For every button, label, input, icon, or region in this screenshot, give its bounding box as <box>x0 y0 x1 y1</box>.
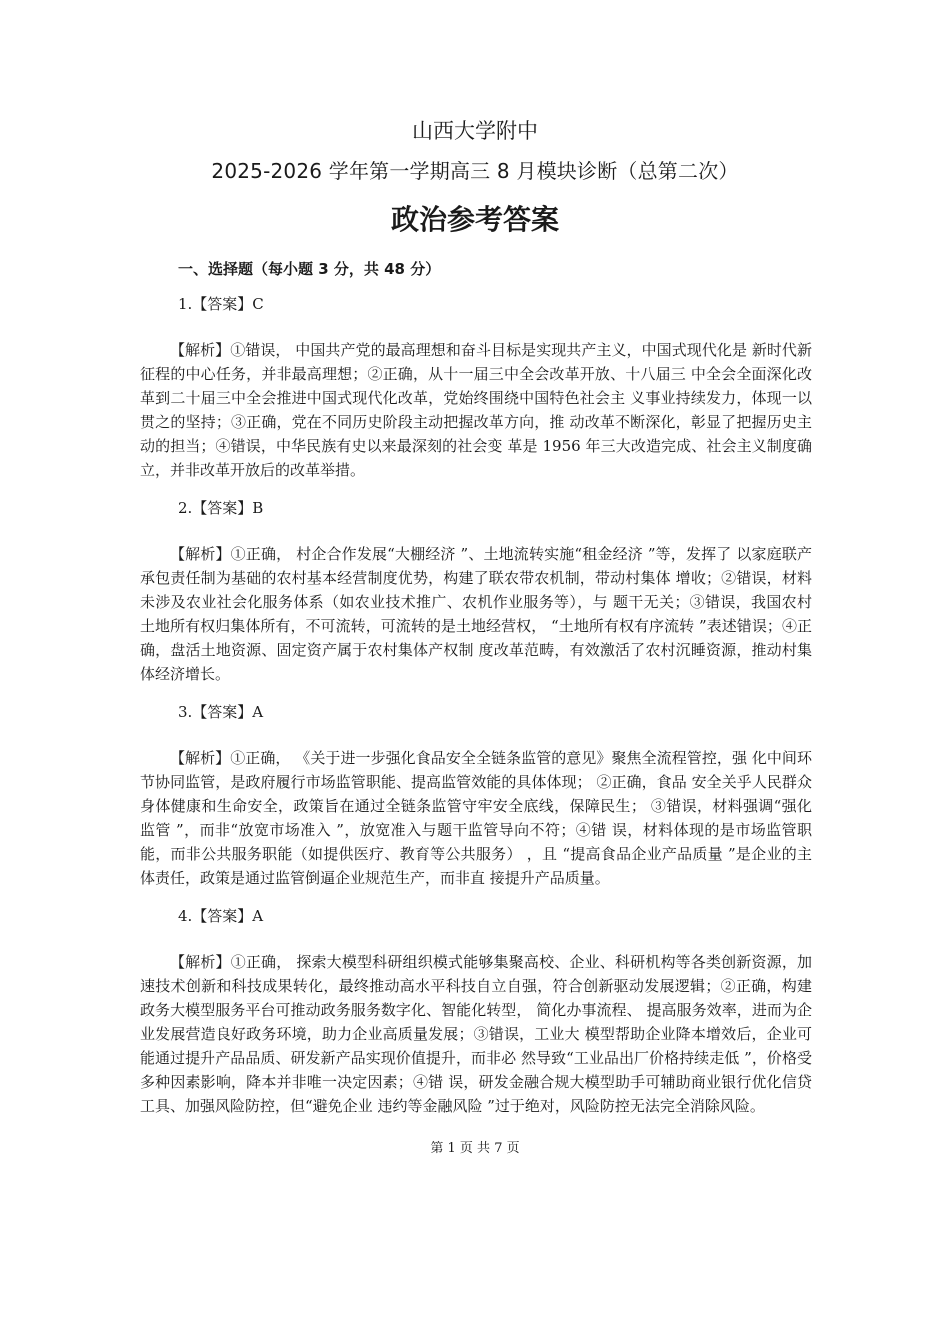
question-block-2 <box>140 496 812 686</box>
answer-content <box>140 292 812 1132</box>
analysis-paragraph: 【解析】①正确， 《关于进一步强化食品安全全链条监管的意见》聚焦全流程管控，强 化中间环节协同监管，是政府履行市场监管职能、提高监管效能的具体体现； ②正确，食品 安全关乎人民群众身体健康和生命安全，政策旨在通过全链条监管守牢安全底线，保障民生； ③错误，材料强调“强化监管 ”，而非“放宽市场准入 ”，放宽准入与题干监管导向不符；④错 误，材料体现的是市场监管职能，而非公共服务职能（如提供医疗、教育等公共服务） ，且 “提高食品企业产品质量 ”是企业的主体责任，政策是通过监管倒逼企业规范生产，而非直 接提升产品质量。 <box>140 749 812 887</box>
page-footer: 第 1 页 共 7 页 <box>430 1141 520 1156</box>
answer-line: 1.【答案】C <box>178 295 264 313</box>
section-heading: 一、选择题（每小题 3 分，共 48 分） <box>178 260 441 278</box>
page-title: 政治参考答案 <box>390 203 559 236</box>
analysis-paragraph: 【解析】①错误， 中国共产党的最高理想和奋斗目标是实现共产主义，中国式现代化是 新时代新征程的中心任务，并非最高理想；②正确，从十一届三中全会改革开放、十八届三 中全会全面深化改革到二十届三中全会推进中国式现代化改革，党始终围绕中国特色社会主 义事业持续发力，体现一以贯之的坚持；③正确，党在不同历史阶段主动把握改革方向，推 动改革不断深化，彰显了把握历史主动的担当；④错误，中华民族有史以来最深刻的社会变 革是 1956 年三大改造完成、社会主义制度确立，并非改革开放后的改革举措。 <box>140 341 812 479</box>
answer-line: 3.【答案】A <box>178 703 264 721</box>
school-name: 山西大学附中 <box>412 119 538 143</box>
question-block-3 <box>140 700 812 890</box>
analysis-paragraph: 【解析】①正确， 探索大模型科研组织模式能够集聚高校、企业、科研机构等各类创新资源，加速技术创新和科技成果转化，最终推动高水平科技自立自强，符合创新驱动发展逻辑；②正确，构建政务大模型服务平台可推动政务服务数字化、智能化转型， 简化办事流程、 提高服务效率，进而为企业发展营造良好政务环境，助力企业高质量发展；③错误，工业大 模型帮助企业降本增效后，企业可能通过提升产品品质、研发新产品实现价值提升，而非必 然导致“工业品出厂价格持续走低 ”，价格受多种因素影响，降本并非唯一决定因素；④错 误，研发金融合规大模型助手可辅助商业银行优化信贷工具、加强风险防控，但“避免企业 违约等金融风险 ”过于绝对，风险防控无法完全消除风险。 <box>140 953 812 1115</box>
analysis-paragraph: 【解析】①正确， 村企合作发展“大棚经济 ”、土地流转实施“租金经济 ”等，发挥了 以家庭联产承包责任制为基础的农村基本经营制度优势，构建了联农带农机制，带动村集体 增收；②错误，材料未涉及农业社会化服务体系（如农业技术推广、农机作业服务等），与 题干无关；③错误，我国农村土地所有权归集体所有，不可流转，可流转的是土地经营权， “土地所有权有序流转 ”表述错误；④正确，盘活土地资源、固定资产属于农村集体产权制 度改革范畴，有效激活了农村沉睡资源，推动村集体经济增长。 <box>140 545 812 683</box>
answer-line: 4.【答案】A <box>178 907 264 925</box>
exam-title: 2025-2026 学年第一学期高三 8 月模块诊断（总第二次） <box>211 159 739 183</box>
question-block-4 <box>140 904 812 1118</box>
question-block-1 <box>140 292 812 482</box>
answer-line: 2.【答案】B <box>178 499 264 517</box>
